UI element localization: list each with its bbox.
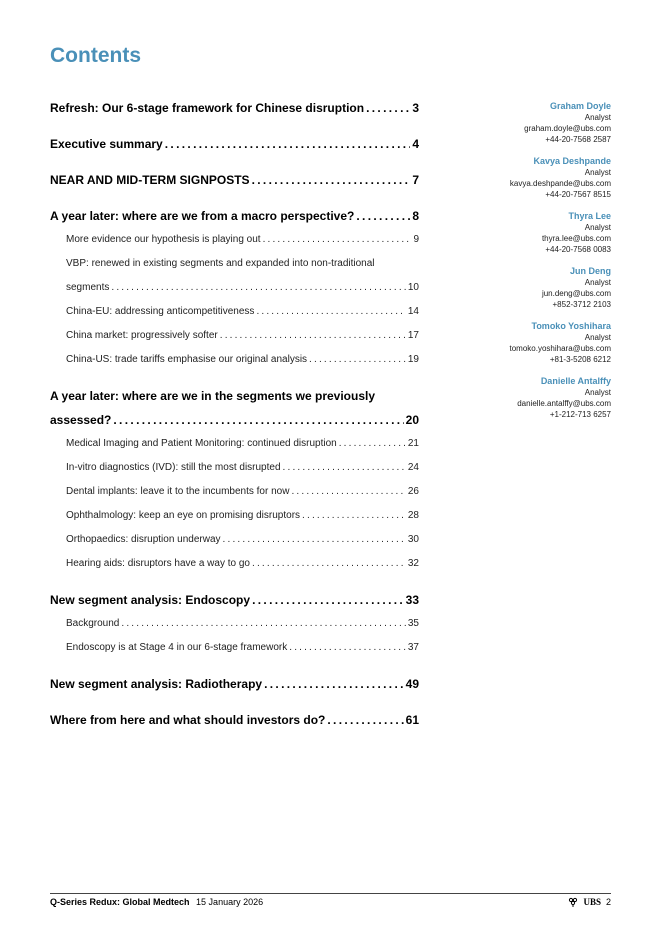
- analyst-role: Analyst: [584, 388, 611, 397]
- analyst-card: [441, 375, 611, 420]
- toc-subentry[interactable]: [50, 432, 419, 456]
- toc-subentry[interactable]: [50, 456, 419, 480]
- analyst-phone: +44-20-7568 0083: [545, 245, 611, 254]
- toc-leader-dots: [220, 324, 406, 348]
- toc-leader-dots: [366, 96, 410, 120]
- toc-leader-dots: [252, 552, 406, 576]
- analyst-card: [441, 320, 611, 365]
- toc-page-number: 26: [407, 486, 419, 497]
- toc-entry-signposts[interactable]: [50, 168, 419, 192]
- toc-page-number: 3: [412, 101, 419, 115]
- toc-entry-label: Refresh: Our 6-stage framework for Chinese disruption: [50, 101, 365, 115]
- toc-entry-label: NEAR AND MID-TERM SIGNPOSTS: [50, 173, 250, 187]
- toc-group-segments: [50, 384, 419, 576]
- page-title: Contents: [50, 44, 141, 67]
- toc-entry-refresh[interactable]: [50, 96, 419, 120]
- toc-entry-label: China-US: trade tariffs emphasise our original analysis: [66, 354, 308, 365]
- toc-page-number: 28: [407, 510, 419, 521]
- toc-leader-dots: [111, 276, 406, 300]
- toc-page-number: 35: [407, 618, 419, 629]
- analyst-phone: +81-3-5208 6212: [549, 355, 611, 364]
- analyst-role: Analyst: [584, 113, 611, 122]
- toc-entry-label: Background: [66, 618, 120, 629]
- toc-leader-dots: [283, 456, 406, 480]
- analyst-phone: +852-3712 2103: [552, 300, 611, 309]
- report-date: 15 January 2026: [196, 897, 264, 907]
- toc-group-macro: [50, 204, 419, 372]
- toc-subentry[interactable]: [50, 504, 419, 528]
- analyst-role: Analyst: [584, 168, 611, 177]
- analyst-phone: +44-20-7568 2587: [545, 135, 611, 144]
- toc-entry-wrapped-line[interactable]: A year later: where are we in the segments we previously: [50, 389, 376, 403]
- footer-right: [568, 897, 611, 907]
- toc-entry-label: assessed?: [50, 413, 112, 427]
- toc-entry-label: A year later: where are we from a macro perspective?: [50, 209, 355, 223]
- toc-leader-dots: [256, 300, 405, 324]
- toc-leader-dots: [327, 708, 403, 732]
- toc-page-number: 49: [405, 677, 419, 691]
- analyst-phone: +44-20-7567 8515: [545, 190, 611, 199]
- analyst-name: Graham Doyle: [549, 101, 611, 111]
- toc-leader-dots: [252, 168, 411, 192]
- analyst-card: [441, 155, 611, 200]
- toc-page-number: 10: [407, 282, 419, 293]
- toc-entry-label: China-EU: addressing anticompetitiveness: [66, 306, 255, 317]
- toc-subentry[interactable]: [50, 636, 419, 660]
- analyst-name: Jun Deng: [569, 266, 611, 276]
- toc-subentry[interactable]: [50, 612, 419, 636]
- toc-leader-dots: [165, 132, 411, 156]
- toc-entry-label: New segment analysis: Radiotherapy: [50, 677, 263, 691]
- toc-leader-dots: [264, 672, 404, 696]
- toc-entry-label: New segment analysis: Endoscopy: [50, 593, 251, 607]
- toc-entry-label: Ophthalmology: keep an eye on promising disruptors: [66, 510, 301, 521]
- analyst-role: Analyst: [584, 278, 611, 287]
- toc-page-number: 8: [412, 209, 419, 223]
- toc-page-number: 21: [407, 438, 419, 449]
- analyst-card: [441, 265, 611, 310]
- toc-page-number: 20: [405, 413, 419, 427]
- toc-leader-dots: [356, 204, 410, 228]
- analyst-email-link[interactable]: jun.deng@ubs.com: [541, 289, 611, 298]
- toc-subentry[interactable]: [50, 552, 419, 576]
- toc-entry-executive-summary[interactable]: [50, 132, 419, 156]
- toc-subentry[interactable]: [50, 300, 419, 324]
- analyst-phone: +1-212-713 6257: [549, 410, 611, 419]
- analyst-email-link[interactable]: graham.doyle@ubs.com: [524, 124, 611, 133]
- analyst-name: Tomoko Yoshihara: [531, 321, 611, 331]
- toc-entry-label: Endoscopy is at Stage 4 in our 6-stage framework: [66, 642, 288, 653]
- toc-page-number: 7: [412, 173, 419, 187]
- toc-page-number: 17: [407, 330, 419, 341]
- toc-subentry-wrapped-line[interactable]: VBP: renewed in existing segments and expanded into non-traditional: [66, 258, 375, 269]
- toc-leader-dots: [291, 480, 405, 504]
- toc-leader-dots: [302, 504, 406, 528]
- toc-entry-label: Dental implants: leave it to the incumbents for now: [66, 486, 290, 497]
- page-footer: [50, 893, 611, 907]
- toc-subentry[interactable]: [50, 228, 419, 252]
- toc-entry-label: Executive summary: [50, 137, 163, 151]
- toc-entry-label: Orthopaedics: disruption underway: [66, 534, 221, 545]
- toc-entry-investors[interactable]: [50, 708, 419, 732]
- toc-page-number: 4: [412, 137, 419, 151]
- toc-entry-radiotherapy[interactable]: [50, 672, 419, 696]
- toc-leader-dots: [339, 432, 406, 456]
- toc-page-number: 30: [407, 534, 419, 545]
- toc-page-number: 9: [413, 234, 419, 245]
- analyst-role: Analyst: [584, 333, 611, 342]
- toc-page-number: 61: [405, 713, 419, 727]
- toc-group-endoscopy: [50, 588, 419, 660]
- toc-leader-dots: [121, 612, 406, 636]
- toc-leader-dots: [223, 528, 406, 552]
- table-of-contents: [50, 96, 419, 744]
- toc-page-number: 32: [407, 558, 419, 569]
- toc-entry-endoscopy[interactable]: [50, 588, 419, 612]
- toc-entry-label: More evidence our hypothesis is playing out: [66, 234, 261, 245]
- ubs-keys-icon: [568, 897, 578, 907]
- toc-page-number: 37: [407, 642, 419, 653]
- toc-page-number: 33: [405, 593, 419, 607]
- toc-leader-dots: [309, 348, 406, 372]
- toc-entry-label: Hearing aids: disruptors have a way to go: [66, 558, 250, 569]
- toc-entry-label: China market: progressively softer: [66, 330, 218, 341]
- toc-entry-macro-perspective[interactable]: [50, 204, 419, 228]
- analyst-email-link[interactable]: tomoko.yoshihara@ubs.com: [509, 344, 611, 353]
- analyst-name: Danielle Antalffy: [540, 376, 611, 386]
- toc-entry-label: Where from here and what should investors do?: [50, 713, 326, 727]
- toc-subentry[interactable]: [50, 276, 419, 300]
- ubs-logo: UBS: [583, 897, 601, 907]
- analyst-email-link[interactable]: danielle.antalffy@ubs.com: [517, 399, 611, 408]
- analyst-card: [441, 100, 611, 145]
- toc-entry-label: In-vitro diagnostics (IVD): still the most disrupted: [66, 462, 281, 473]
- report-series-title: Q-Series Redux: Global Medtech: [50, 897, 190, 907]
- toc-subentry[interactable]: [50, 348, 419, 372]
- toc-subentry[interactable]: [50, 324, 419, 348]
- toc-entry-label: Medical Imaging and Patient Monitoring: continued disruption: [66, 438, 337, 449]
- analyst-name: Kavya Deshpande: [533, 156, 611, 166]
- toc-leader-dots: [263, 228, 412, 252]
- analyst-name: Thyra Lee: [568, 211, 611, 221]
- page-number: 2: [605, 897, 611, 907]
- analyst-list: [441, 100, 611, 430]
- analyst-email-link[interactable]: kavya.deshpande@ubs.com: [509, 179, 611, 188]
- analyst-email-link[interactable]: thyra.lee@ubs.com: [541, 234, 611, 243]
- toc-leader-dots: [252, 588, 404, 612]
- analyst-role: Analyst: [584, 223, 611, 232]
- toc-subentry[interactable]: [50, 480, 419, 504]
- toc-leader-dots: [289, 636, 406, 660]
- toc-entry-segments-assessed[interactable]: [50, 408, 419, 432]
- toc-leader-dots: [113, 408, 403, 432]
- toc-page-number: 24: [407, 462, 419, 473]
- toc-page-number: 14: [407, 306, 419, 317]
- analyst-card: [441, 210, 611, 255]
- toc-page-number: 19: [407, 354, 419, 365]
- toc-entry-label: segments: [66, 282, 110, 293]
- footer-left: [50, 897, 263, 907]
- toc-subentry[interactable]: [50, 528, 419, 552]
